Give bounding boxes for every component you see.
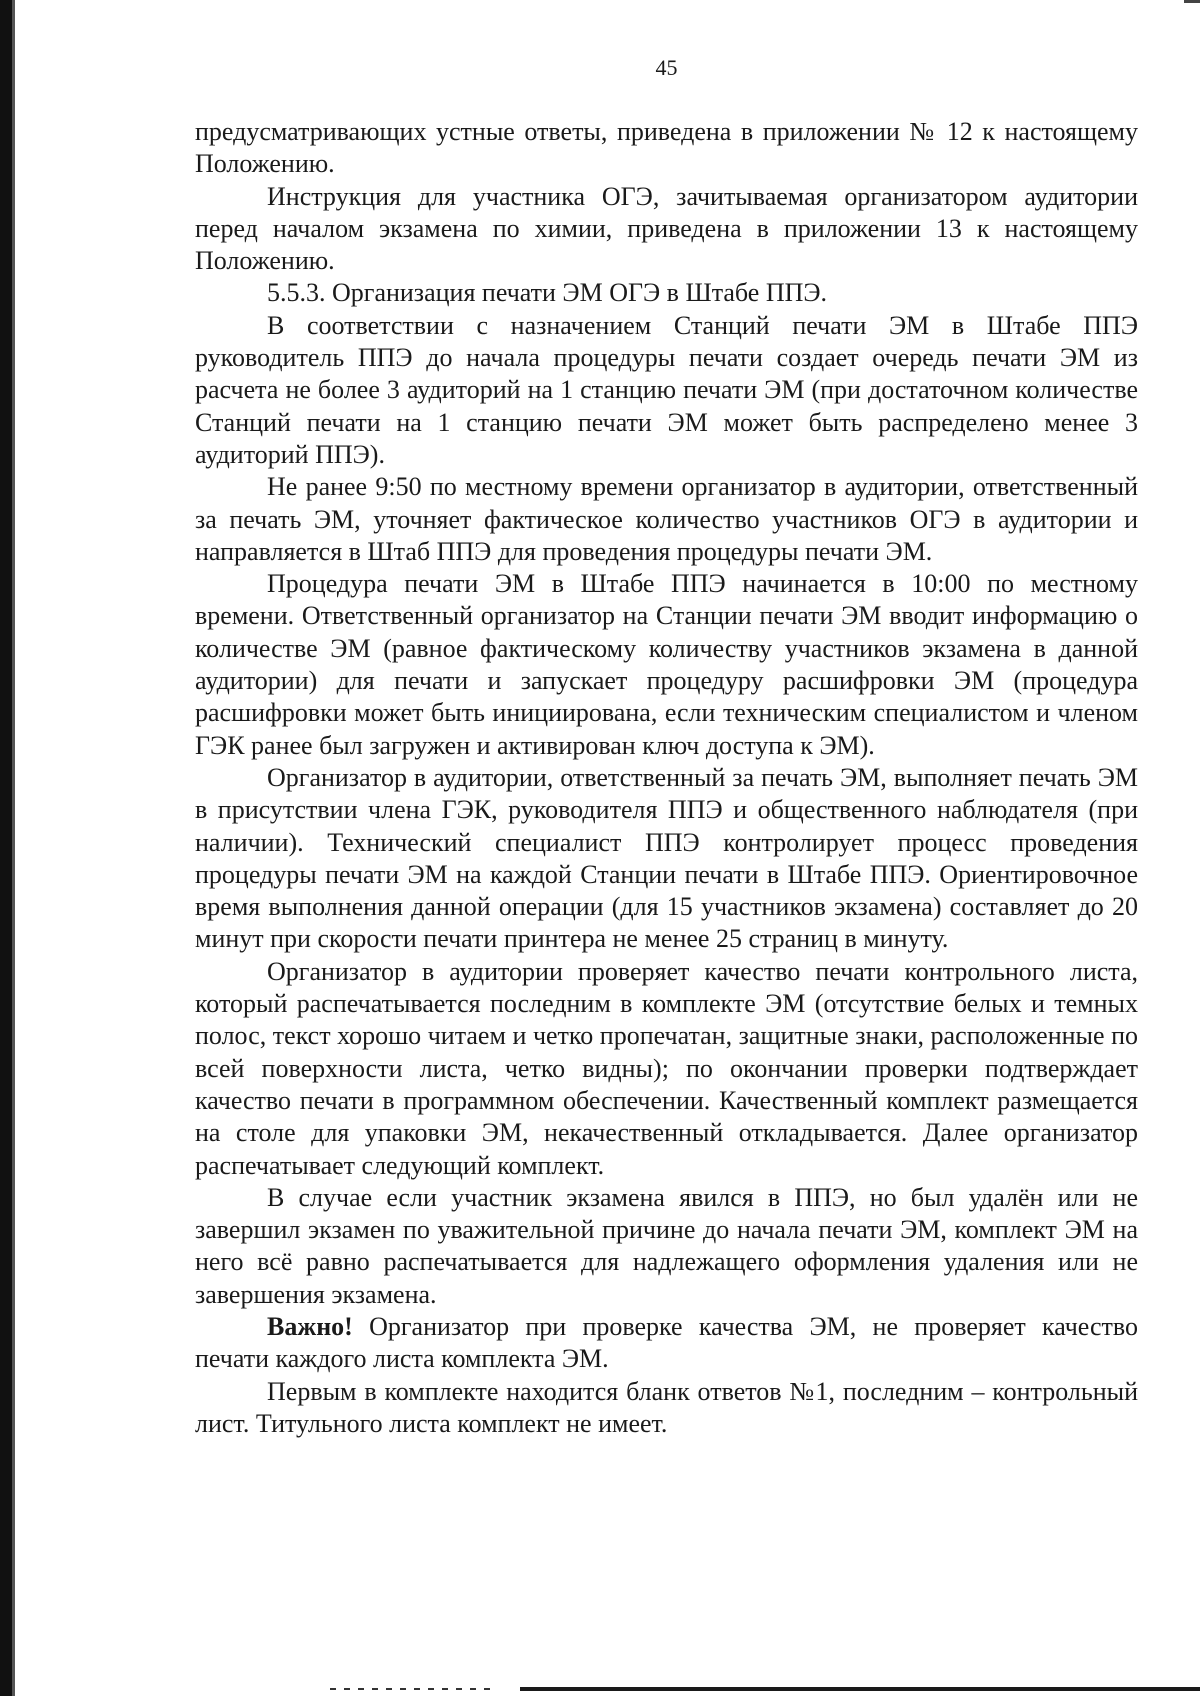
section-heading-5-5-3: 5.5.3. Организация печати ЭМ ОГЭ в Штабе ППЭ. xyxy=(267,278,828,308)
paragraph-quality-check: Организатор в аудитории проверяет качество печати контрольного листа, который распечатывается последним в комплекте ЭМ (отсутствие белых и темных полос, текст хорошо читаем и четко пропечатан, защитные знаки, расположенные по всей поверхности листа, четко видны); по окончании проверки подтверждает качество печати в программном обеспечении. Качественный комплект размещается на столе для упаковки ЭМ, некачественный откладывается. Далее организатор распечатывает следующий комплект. xyxy=(195,956,1138,1180)
paragraph-instruction-chemistry: Инструкция для участника ОГЭ, зачитываемая организатором аудитории перед началом экзамена по химии, приведена в приложении 13 к настоящему Положению. xyxy=(195,181,1138,276)
paragraph-kit-order: Первым в комплекте находится бланк ответов №1, последним – контрольный лист. Титульного листа комплект не имеет. xyxy=(195,1376,1138,1438)
scan-bottom-specks xyxy=(330,1688,490,1690)
paragraph-print-queue: В соответствии с назначением Станций печати ЭМ в Штабе ППЭ руководитель ППЭ до начала процедуры печати создает очередь печати ЭМ из расчета не более 3 аудиторий на 1 станцию печати ЭМ (при достаточном количестве Станций печати на 1 станцию печати ЭМ может быть распределено менее 3 аудиторий ППЭ). xyxy=(195,310,1138,469)
paragraph-before-950: Не ранее 9:50 по местному времени организатор в аудитории, ответственный за печать ЭМ, уточняет фактическое количество участников ОГЭ в аудитории и направляется в Штаб ППЭ для проведения процедуры печати ЭМ. xyxy=(195,472,1138,566)
paragraph-continuation: предусматривающих устные ответы, приведена в приложении № 12 к настоящему Положению. xyxy=(195,117,1138,179)
scan-corner-mark xyxy=(1184,0,1200,3)
paragraph-organizer-prints: Организатор в аудитории, ответственный за печать ЭМ, выполняет печать ЭМ в присутствии члена ГЭК, руководителя ППЭ и общественного наблюдателя (при наличии). Технический специалист ППЭ контролирует процесс проведения процедуры печати ЭМ на каждой Станции печати в Штабе ППЭ. Ориентировочное время выполнения данной операции (для 15 участников экзамена) составляет до 20 минут при скорости печати принтера не менее 25 страниц в минуту. xyxy=(195,762,1138,954)
page-number: 45 xyxy=(655,55,678,80)
scan-border-left-shadow xyxy=(12,0,15,1696)
important-label: Важно! xyxy=(267,1311,353,1341)
paragraph-important-note xyxy=(195,1311,1138,1376)
scan-border-left xyxy=(0,0,12,1696)
document-body xyxy=(195,116,1138,1440)
important-note-text: Организатор при проверке качества ЭМ, не проверяет качество печати каждого листа комплекта ЭМ. xyxy=(195,1311,1138,1374)
scan-bottom-border xyxy=(520,1687,1200,1691)
paragraph-print-procedure-start: Процедура печати ЭМ в Штабе ППЭ начинается в 10:00 по местному времени. Ответственный организатор на Станции печати ЭМ вводит информацию о количестве ЭМ (равное фактическому количеству участников экзамена в данной аудитории) для печати и запускает процедуру расшифровки ЭМ (процедура расшифровки может быть инициирована, если техническим специалистом и членом ГЭК ранее был загружен и активирован ключ доступа к ЭМ). xyxy=(195,569,1138,760)
paragraph-removed-participant: В случае если участник экзамена явился в ППЭ, но был удалён или не завершил экзамен по уважительной причине до начала печати ЭМ, комплект ЭМ на него всё равно распечатывается для надлежащего оформления удаления или не завершения экзамена. xyxy=(195,1182,1138,1309)
